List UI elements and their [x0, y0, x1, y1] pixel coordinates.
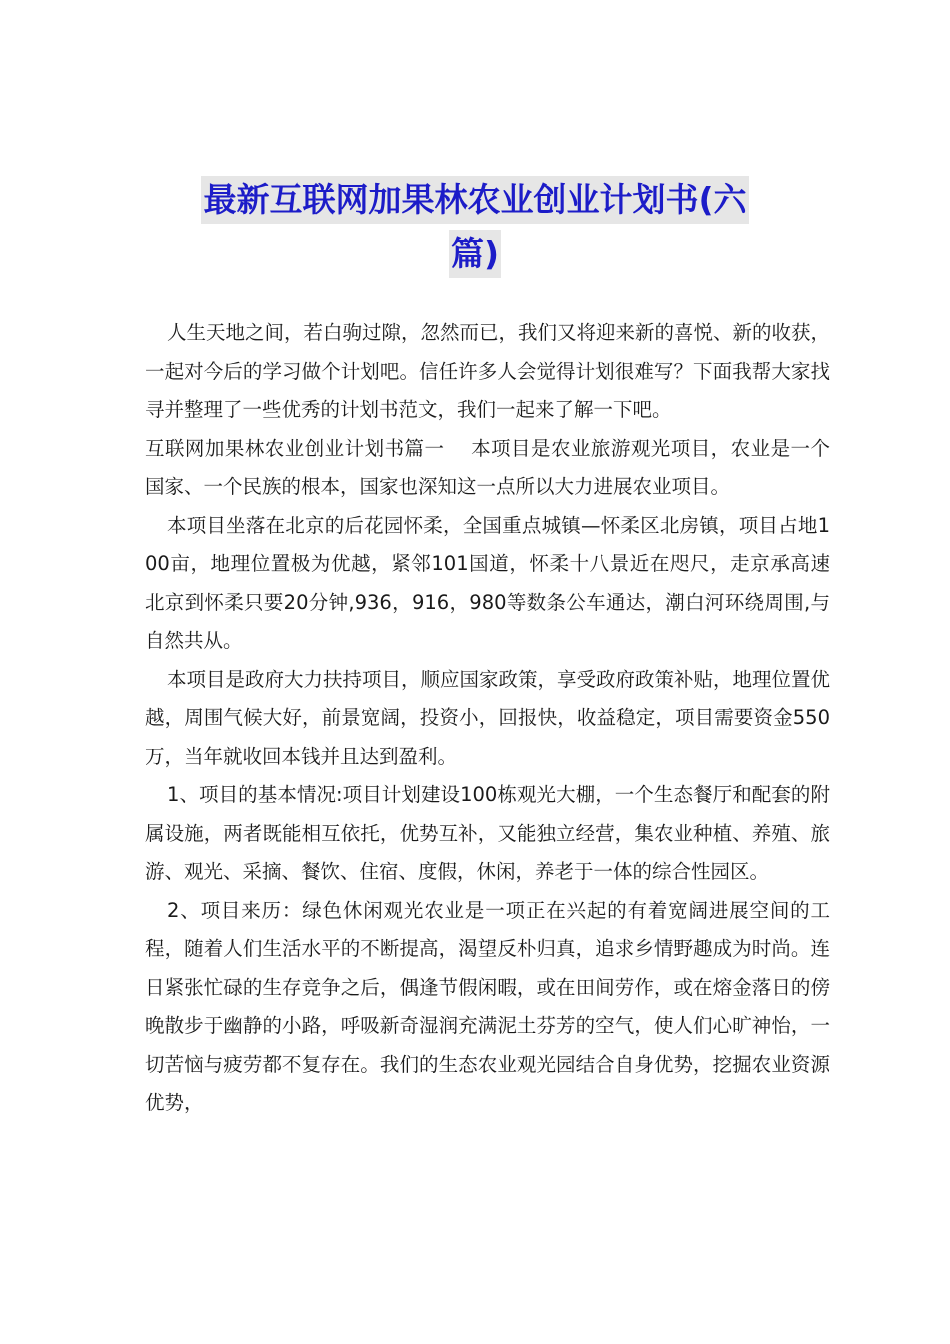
document-body	[145, 314, 830, 1123]
document-title	[120, 176, 830, 278]
origin-paragraph: 2、项目来历：绿色休闲观光农业是一项正在兴起的有着宽阔进展空间的工程，随着人们生活水平的不断提高，渴望反朴归真，追求乡情野趣成为时尚。连日紧张忙碌的生存竞争之后，偶逢节假闲暇，或在田间劳作，或在熔金落日的傍晚散步于幽静的小路，呼吸新奇湿润充满泥土芬芳的空气，使人们心旷神怡，一切苦恼与疲劳都不复存在。我们的生态农业观光园结合自身优势，挖掘农业资源优势，	[145, 898, 830, 1114]
title-line-1: 最新互联网加果林农业创业计划书(六	[201, 176, 748, 224]
section-one-heading-paragraph: 互联网加果林农业创业计划书篇一 本项目是农业旅游观光项目，农业是一个国家、一个民族的根本，国家也深知这一点所以大力进展农业项目。	[145, 436, 830, 498]
title-line-2: 篇)	[449, 230, 501, 278]
location-paragraph: 本项目坐落在北京的后花园怀柔，全国重点城镇—怀柔区北房镇，项目占地100亩，地理位置极为优越，紧邻101国道，怀柔十八景近在咫尺，走京承高速北京到怀柔只要20分钟,936，916，980等数条公车通达，潮白河环绕周围,与自然共从。	[145, 513, 830, 652]
intro-paragraph: 人生天地之间，若白驹过隙，忽然而已，我们又将迎来新的喜悦、新的收获，一起对今后的学习做个计划吧。信任许多人会觉得计划很难写？下面我帮大家找寻并整理了一些优秀的计划书范文，我们一起来了解一下吧。	[145, 321, 831, 421]
support-paragraph: 本项目是政府大力扶持项目，顺应国家政策，享受政府政策补贴，地理位置优越，周围气候大好，前景宽阔，投资小，回报快，收益稳定，项目需要资金550万，当年就收回本钱并且达到盈利。	[145, 667, 831, 768]
basic-info-paragraph: 1、项目的基本情况:项目计划建设100栋观光大棚，一个生态餐厅和配套的附属设施，两者既能相互依托，优势互补，又能独立经营，集农业种植、养殖、旅游、观光、采摘、餐饮、住宿、度假，休闲，养老于一体的综合性园区。	[145, 783, 830, 883]
